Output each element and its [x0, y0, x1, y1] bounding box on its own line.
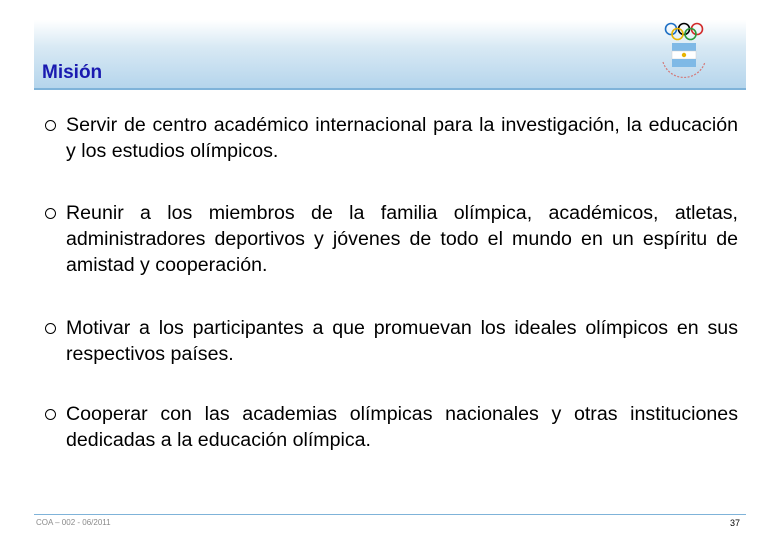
header-band	[34, 14, 746, 88]
bullet-item	[44, 200, 738, 278]
bullet-item	[44, 315, 738, 367]
bullet-circle-icon	[45, 323, 56, 334]
slide-title: Misión	[42, 62, 103, 83]
bullet-item	[44, 112, 738, 164]
header-divider	[34, 88, 746, 90]
bullet-text: Cooperar con las academias olímpicas nacionales y otras instituciones dedicadas a la educación olímpica.	[66, 403, 738, 451]
footer-reference: COA – 002 - 06/2011	[36, 518, 111, 527]
olympic-logo-icon	[652, 18, 716, 84]
bullet-circle-icon	[45, 409, 56, 420]
olympic-committee-logo	[652, 18, 716, 84]
bullet-circle-icon	[45, 120, 56, 131]
page-number: 37	[730, 518, 741, 528]
bullet-text: Motivar a los participantes a que promuevan los ideales olímpicos en sus respectivos países.	[66, 317, 738, 365]
footer-divider	[34, 514, 746, 515]
bullet-text: Servir de centro académico internacional para la investigación, la educación y los estudios olímpicos.	[66, 114, 738, 162]
bullet-text: Reunir a los miembros de la familia olímpica, académicos, atletas, administradores deportivos y jóvenes de todo el mundo en un espíritu de amistad y cooperación.	[66, 202, 738, 276]
bullet-item	[44, 401, 738, 453]
bullet-circle-icon	[45, 208, 56, 219]
